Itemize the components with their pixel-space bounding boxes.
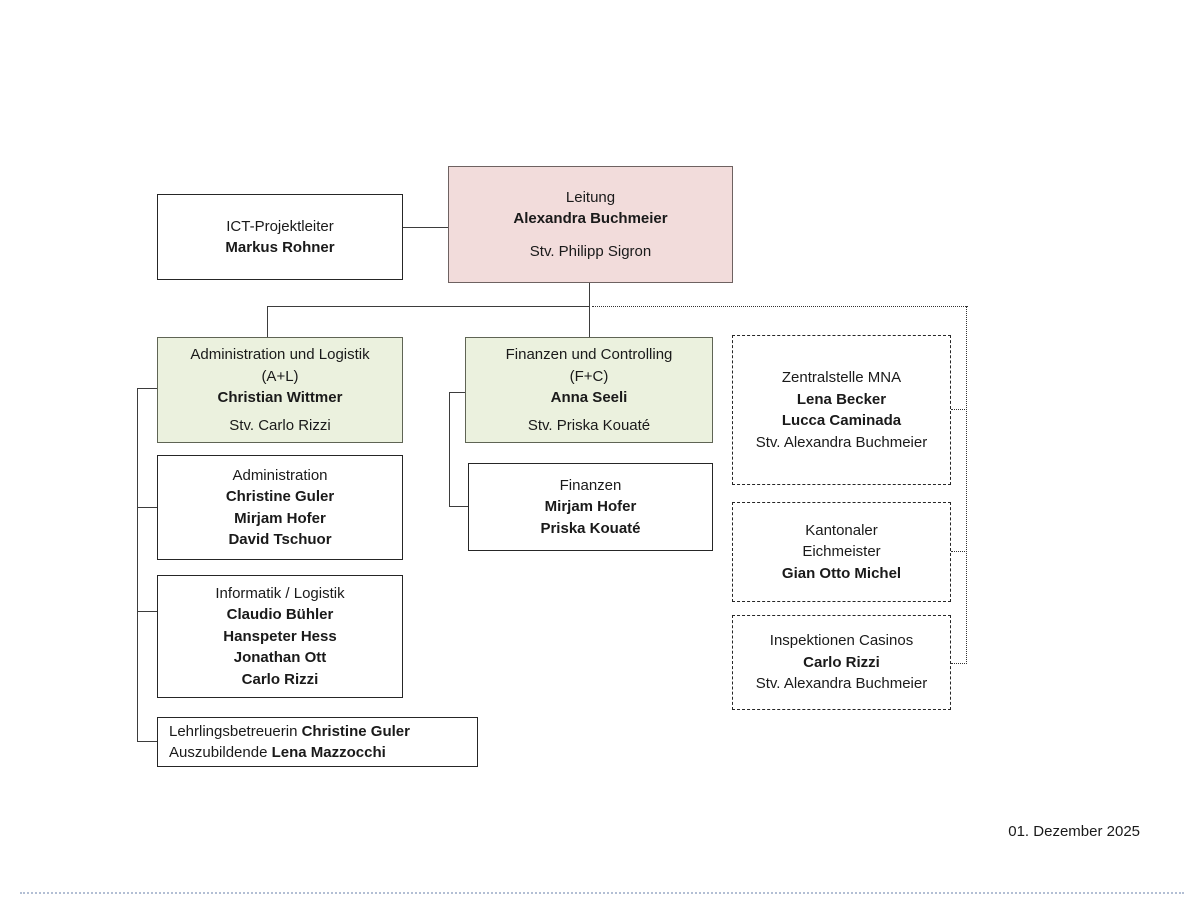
connector-informatik-stub bbox=[137, 611, 157, 612]
connector-fc-stub bbox=[449, 392, 465, 393]
box-person: Lucca Caminada bbox=[781, 412, 902, 429]
box-role: Administration bbox=[232, 466, 328, 484]
box-role: Leitung bbox=[565, 188, 616, 206]
box-line bbox=[169, 742, 386, 764]
connector-staff-dotted-rail bbox=[966, 306, 967, 664]
footer-divider-line bbox=[20, 892, 1184, 894]
box-deputy: Stv. Philipp Sigron bbox=[529, 242, 652, 260]
box-role: Informatik / Logistik bbox=[215, 584, 345, 602]
box-role: Inspektionen Casinos bbox=[769, 632, 914, 650]
org-box-administration-logistik bbox=[157, 337, 403, 443]
box-person: Claudio Bühler bbox=[226, 606, 334, 624]
box-deputy: Stv. Alexandra Buchmeier bbox=[755, 675, 928, 693]
connector-lehrling-stub bbox=[137, 741, 157, 742]
box-person: Gian Otto Michel bbox=[781, 564, 902, 582]
footer-date: 01. Dezember 2025 bbox=[1008, 823, 1140, 840]
connector-fc-rail bbox=[449, 392, 450, 507]
box-person: Christine Guler bbox=[301, 722, 410, 740]
box-person: Anna Seeli bbox=[550, 389, 628, 406]
org-box-leitung bbox=[448, 166, 733, 283]
box-role: Finanzen bbox=[559, 476, 622, 494]
box-deputy: Stv. Priska Kouaté bbox=[527, 416, 651, 434]
box-role: Kantonaler bbox=[805, 521, 878, 539]
box-abbrev: (F+C) bbox=[569, 367, 609, 385]
connector-mna-stub bbox=[951, 409, 967, 410]
connector-finanzen-stub bbox=[449, 506, 468, 507]
box-person: David Tschuor bbox=[228, 531, 332, 548]
org-box-inspektionen-casinos bbox=[732, 615, 951, 710]
connector-leitung-drop bbox=[589, 283, 590, 307]
box-person: Carlo Rizzi bbox=[803, 653, 880, 671]
box-role: Lehrlingsbetreuerin bbox=[169, 722, 298, 740]
box-role: Zentralstelle MNA bbox=[781, 369, 902, 386]
box-person: Lena Becker bbox=[796, 390, 887, 408]
box-person: Hanspeter Hess bbox=[223, 627, 337, 645]
box-person: Alexandra Buchmeier bbox=[513, 210, 668, 228]
org-box-lehrlingsbetreuung bbox=[157, 717, 478, 767]
box-role: Eichmeister bbox=[802, 543, 881, 561]
connector-fc-drop bbox=[589, 306, 590, 337]
connector-al-stub bbox=[137, 388, 157, 389]
connector-level2-bus bbox=[267, 306, 590, 307]
box-deputy: Stv. Alexandra Buchmeier bbox=[755, 433, 928, 451]
box-person: Jonathan Ott bbox=[233, 649, 327, 667]
org-box-administration bbox=[157, 455, 403, 560]
box-person: Priska Kouaté bbox=[540, 519, 641, 537]
org-box-finanzen bbox=[468, 463, 713, 551]
box-person: Mirjam Hofer bbox=[234, 509, 326, 527]
box-person: Christian Wittmer bbox=[217, 389, 343, 406]
org-box-informatik-logistik bbox=[157, 575, 403, 698]
connector-eichmeister-stub bbox=[951, 551, 967, 552]
box-role: Finanzen und Controlling bbox=[505, 346, 673, 363]
org-box-ict-projektleiter bbox=[157, 194, 403, 280]
box-line bbox=[169, 721, 410, 743]
box-role: ICT-Projektleiter bbox=[226, 217, 334, 235]
connector-al-rail bbox=[137, 388, 138, 742]
box-abbrev: (A+L) bbox=[261, 367, 299, 385]
connector-staff-dotted-horizontal bbox=[592, 306, 968, 307]
box-person: Carlo Rizzi bbox=[241, 670, 319, 688]
box-person: Mirjam Hofer bbox=[544, 498, 637, 516]
box-role: Auszubildende bbox=[169, 744, 268, 761]
box-role: Administration und Logistik bbox=[190, 346, 370, 363]
box-person: Christine Guler bbox=[225, 488, 335, 505]
box-deputy: Stv. Carlo Rizzi bbox=[229, 416, 331, 434]
connector-casinos-stub bbox=[951, 663, 967, 664]
connector-al-drop bbox=[267, 306, 268, 337]
org-box-finanzen-controlling bbox=[465, 337, 713, 443]
box-person: Lena Mazzocchi bbox=[271, 744, 386, 761]
connector-ict-leitung bbox=[403, 227, 448, 228]
org-box-kantonaler-eichmeister bbox=[732, 502, 951, 602]
box-person: Markus Rohner bbox=[225, 239, 335, 256]
connector-admin-stub bbox=[137, 507, 157, 508]
org-box-zentralstelle-mna bbox=[732, 335, 951, 485]
